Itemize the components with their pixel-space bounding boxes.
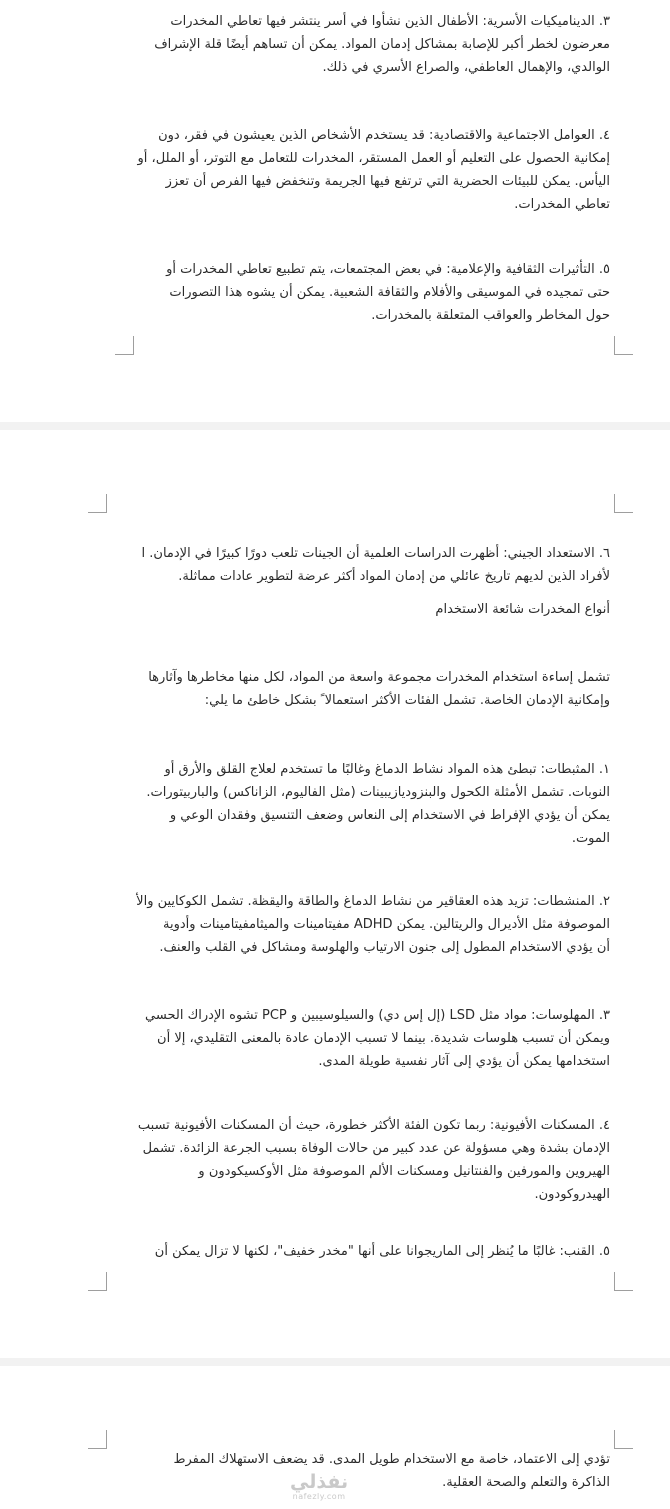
paragraph-family-dynamics <box>104 10 610 79</box>
text-line: الإدمان بشدة وهي مسؤولة عن عدد كبير من حالات الوفاة بسبب الجرعة الزائدة. تشمل <box>142 1141 610 1156</box>
text-line: الموصوفة مثل الأديرال والريتالين. يمكن ADHD مفيتامينات والميثامفيتامينات وأدوية <box>163 917 610 932</box>
margin-corner-mark <box>115 336 134 355</box>
text-line: استخدامها يمكن أن يؤدي إلى آثار نفسية طويلة المدى. <box>318 1054 610 1069</box>
document-page-2 <box>0 430 670 1358</box>
section-heading <box>104 598 610 621</box>
text-line: إمكانية الحصول على التعليم أو العمل المستقر، المخدرات للتعامل مع التوتر، أو الملل، أو <box>137 151 610 166</box>
heading-text: أنواع المخدرات شائعة الاستخدام <box>435 602 610 617</box>
nafezly-watermark <box>290 1472 348 1502</box>
text-line: ٦. الاستعداد الجيني: أظهرت الدراسات العلمية أن الجينات تلعب دورًا كبيرًا في الإدمان. ا <box>141 546 610 561</box>
watermark-url: nafezly.com <box>292 1492 346 1501</box>
paragraph-cultural-media <box>104 258 610 327</box>
paragraph-depressants <box>104 758 610 850</box>
text-line: حتى تمجيده في الموسيقى والأفلام والثقافة الشعبية. يمكن أن يشوه هذا التصورات <box>169 285 610 300</box>
text-line: الوالدي، والإهمال العاطفي، والصراع الأسري في ذلك. <box>322 60 610 75</box>
text-line: معرضون لخطر أكبر للإصابة بمشاكل إدمان المواد. يمكن أن تساهم أيضًا قلة الإشراف <box>154 37 610 52</box>
margin-corner-mark <box>614 1430 633 1449</box>
margin-corner-mark <box>614 494 633 513</box>
text-line: الذاكرة والتعلم والصحة العقلية. <box>442 1475 610 1490</box>
document-page-3 <box>0 1366 670 1509</box>
text-line: ٤. المسكنات الأفيونية: ربما تكون الفئة الأكثر خطورة، حيث أن المسكنات الأفيونية تسبب <box>137 1118 610 1133</box>
paragraph-cannabis <box>104 1240 610 1263</box>
text-line: حول المخاطر والعواقب المتعلقة بالمخدرات. <box>371 308 610 323</box>
margin-corner-mark <box>614 1272 633 1291</box>
text-line: تعاطي المخدرات. <box>514 197 610 212</box>
margin-corner-mark <box>88 1272 107 1291</box>
text-line: ٣. الديناميكيات الأسرية: الأطفال الذين نشأوا في أسر ينتشر فيها تعاطي المخدرات <box>170 14 610 29</box>
text-line: يمكن أن يؤدي الإفراط في الاستخدام إلى النعاس وضعف التنسيق وفقدان الوعي و <box>169 808 610 823</box>
text-line: ٤. العوامل الاجتماعية والاقتصادية: قد يستخدم الأشخاص الذين يعيشون في فقر، دون <box>158 128 610 143</box>
document-page-1 <box>0 0 670 422</box>
paragraph-genetic <box>104 542 610 588</box>
text-line: الهيروين والمورفين والفنتانيل ومسكنات الألم الموصوفة مثل الأوكسيكودون و <box>198 1164 610 1179</box>
text-line: تشمل إساءة استخدام المخدرات مجموعة واسعة من المواد، لكل منها مخاطرها وآثارها <box>148 670 610 685</box>
text-line: اليأس. يمكن للبيئات الحضرية التي ترتفع فيها الجريمة وتنخفض فيها الفرص أن تعزز <box>165 174 610 189</box>
text-line: ١. المثبطات: تبطئ هذه المواد نشاط الدماغ وغالبًا ما تستخدم لعلاج القلق والأرق أو <box>164 762 610 777</box>
paragraph-stimulants <box>104 890 610 959</box>
margin-corner-mark <box>614 336 633 355</box>
paragraph-cannabis-continued <box>104 1448 610 1494</box>
text-line: ٥. التأثيرات الثقافية والإعلامية: في بعض المجتمعات، يتم تطبيع تعاطي المخدرات أو <box>166 262 610 277</box>
text-line: ويمكن أن تسبب هلوسات شديدة. بينما لا تسبب الإدمان عادة بالمعنى التقليدي، إلا أن <box>157 1031 610 1046</box>
text-line: ٢. المنشطات: تزيد هذه العقاقير من نشاط الدماغ والطاقة واليقظة. تشمل الكوكايين والأ <box>136 894 610 909</box>
text-line: لأفراد الذين لديهم تاريخ عائلي من إدمان المواد أكثر عرضة لتطوير عادات مماثلة. <box>178 569 610 584</box>
text-line: وإمكانية الإدمان الخاصة. تشمل الفئات الأكثر استعمالا ً بشكل خاطئ ما يلي: <box>204 693 610 708</box>
text-line: تؤدي إلى الاعتماد، خاصة مع الاستخدام طويل المدى. قد يضعف الاستهلاك المفرط <box>173 1452 610 1467</box>
text-line: النوبات. تشمل الأمثلة الكحول والبنزوديازيبينات (مثل الفاليوم، الزاناكس) والباربيتورات. <box>146 785 610 800</box>
margin-corner-mark <box>88 1430 107 1449</box>
text-line: الهيدروكودون. <box>534 1187 610 1202</box>
text-line: الموت. <box>571 831 610 846</box>
text-line: ٣. المهلوسات: مواد مثل LSD (إل إس دي) والسيلوسيبين و PCP تشوه الإدراك الحسي <box>145 1008 610 1023</box>
margin-corner-mark <box>88 494 107 513</box>
text-line: ٥. القنب: غالبًا ما يُنظر إلى الماريجوانا على أنها "مخدر خفيف"، لكنها لا تزال يمكن أن <box>154 1244 610 1259</box>
paragraph-intro <box>104 666 610 712</box>
paragraph-hallucinogens <box>104 1004 610 1073</box>
paragraph-socioeconomic <box>104 124 610 216</box>
watermark-logo: نفذلي <box>290 1471 349 1493</box>
text-line: أن يؤدي الاستخدام المطول إلى جنون الارتياب والهلوسة ومشاكل في القلب والعنف. <box>159 940 610 955</box>
paragraph-opioids <box>104 1114 610 1206</box>
